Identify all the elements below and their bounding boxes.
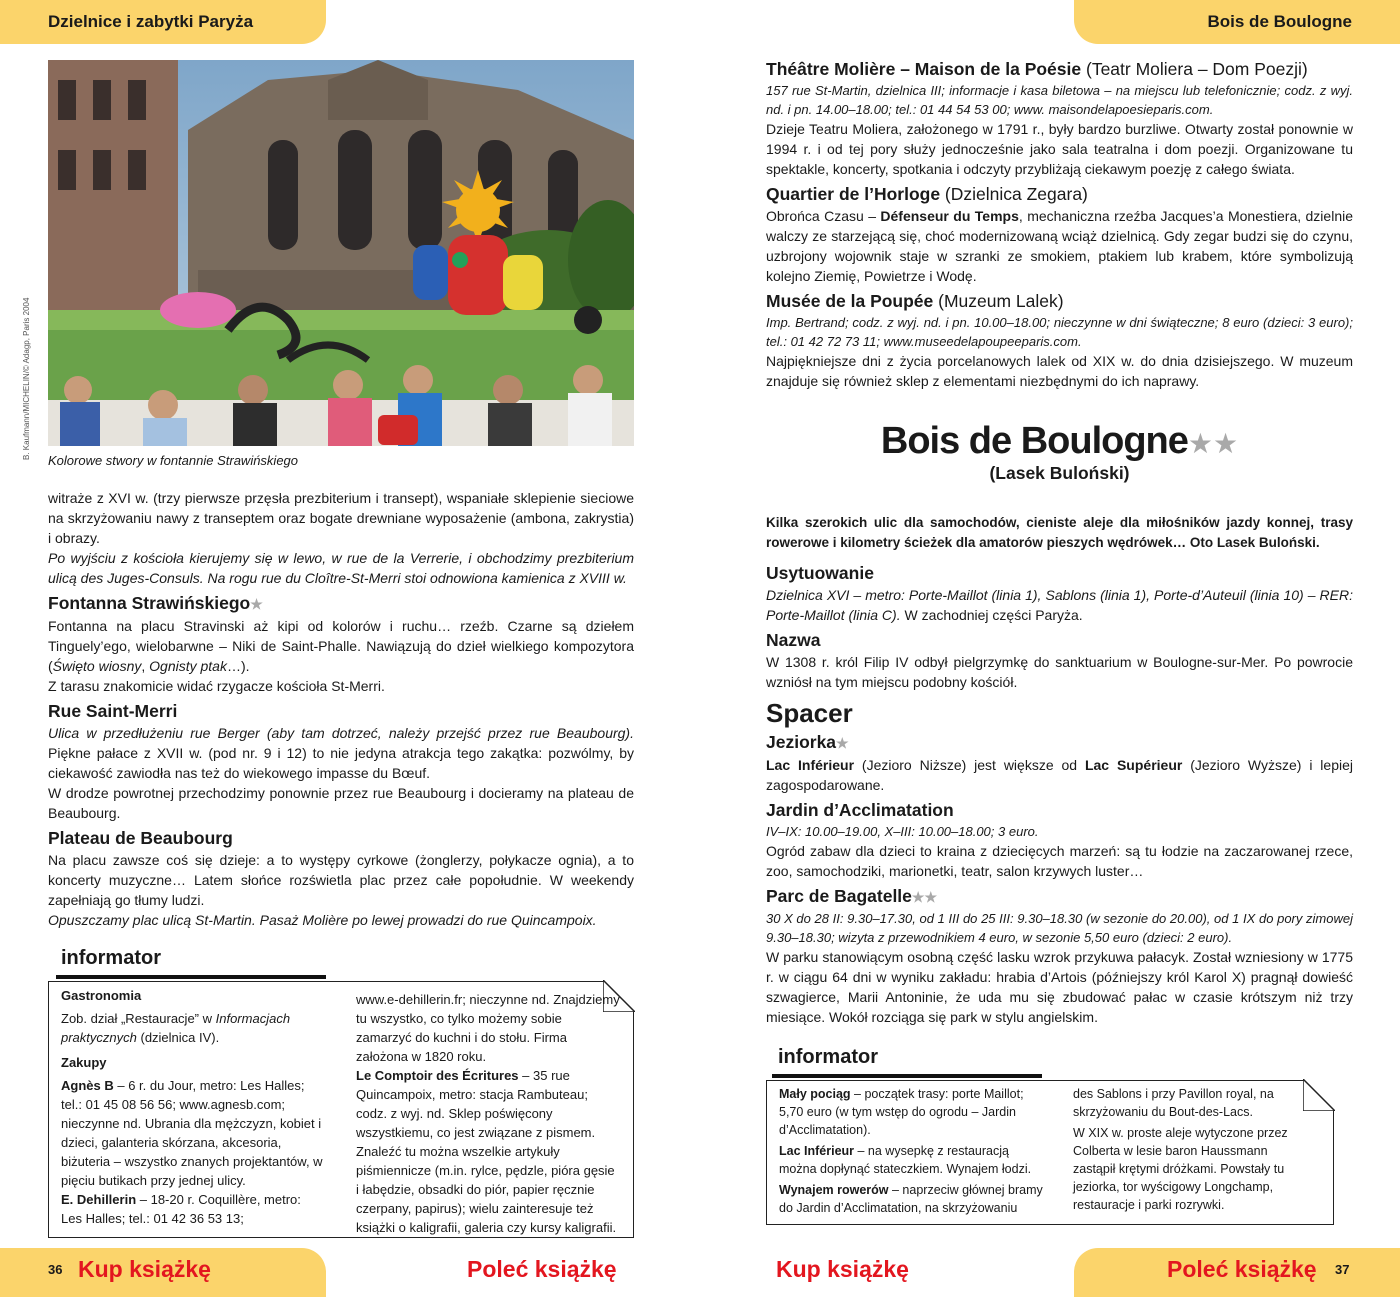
section-text: Lac Inférieur (Jezioro Niższe) jest większe od Lac Supérieur (Jezioro Wyższe) i lepiej zagospodarowane. <box>766 757 1353 793</box>
informator-rule <box>56 975 326 979</box>
stars-icon: ★★ <box>911 889 938 905</box>
section-text: W 1308 r. król Filip IV odbył pielgrzymkę do sanktuarium w Boulogne-sur-Mer. Po powrocie wzniósł na tym miejscu podobny kościół. <box>766 654 1353 690</box>
informator-rule <box>772 1074 1042 1078</box>
section-heading: Quartier de l’Horloge (Dzielnica Zegara) <box>766 184 1088 204</box>
fountain-photo <box>48 60 634 446</box>
section-text: W drodze powrotnej przechodzimy ponownie przez rue Beaubourg i docieramy na plateau de Beaubourg. <box>48 785 634 821</box>
right-page-title: Bois de Boulogne <box>1207 12 1352 31</box>
info-text: Lac Inférieur – na wysepkę z restauracją można dopłynąć stateczkiem. Wynajem łodzi. <box>779 1144 1032 1176</box>
info-text: des Sablons i przy Pavillon royal, na skrzyżowaniu du Bout-des-Lacs. <box>1073 1087 1274 1119</box>
star-icon: ★ <box>836 735 849 751</box>
informator-box <box>48 981 634 1238</box>
section-heading: Théâtre Molière – Maison de la Poésie (Teatr Moliera – Dom Poezji) <box>766 59 1308 79</box>
recommend-book-link[interactable]: Poleć książkę <box>1167 1256 1317 1282</box>
section-text: Z tarasu znakomicie widać rzygacze kościoła St-Merri. <box>48 678 385 694</box>
info-text: Le Comptoir des Écritures – 35 rue Quincampoix, metro: stacja Rambuteau; codz. z wyj. nd. Sklep poświęcony wszystkiemu, co jest związane z pismem. Znaleźć tu można wszelkie artykuły piśmiennicze (m.in. rylce, pędzle, pióra gęsie i łabędzie, obsadki do piór, papier ręcznie czerpany, papirus); wielu zainteresuje też książki o kaligrafii, galeria czy kursy kaligrafii. <box>356 1068 617 1235</box>
section-heading: Fontanna Strawińskiego★ <box>48 593 263 613</box>
info-text: W XIX w. proste aleje wytyczone przez Colberta w lesie baron Haussmann zastąpił krętymi dróżkami. Powstały tu jeziorka, tor wyścigowy Longchamp, restauracje i parki rozrywki. <box>1073 1126 1288 1212</box>
section-text: Ogród zabaw dla dzieci to kraina z dziecięcych marzeń: są tu łodzie na zaczarowanej rzece, zoo, samochodziki, marionetki, teatr, salon krzywych luster… <box>766 843 1353 879</box>
info-text: Agnès B – 6 r. du Jour, metro: Les Halles; tel.: 01 45 08 56 56; www.agnesb.com; nieczynne nd. Ubrania dla mężczyzn, kobiet i dzieci, galanteria skórzana, akcesoria, biżuteria – wszystko znanych projektantów, w pięciu butikach przy jednej ulicy. <box>61 1078 323 1188</box>
right-column-bottom <box>766 513 1353 1027</box>
photo-credit: B. Kaufmann/MICHELIN/© Adagp, Paris 2004 <box>22 297 31 460</box>
section-text: Najpiękniejsze dni z życia porcelanowych lalek od XIX w. do dnia dzisiejszego. W muzeum znajduje się również sklep z elementami niezbędnymi do ich naprawy. <box>766 353 1353 389</box>
section-text: Dzielnica XVI – metro: Porte-Maillot (linia 1), Sablons (linia 1), Porte-d’Auteuil (linia 10) – RER: Porte-Maillot (linia C). W zachodniej części Paryża. <box>766 587 1353 623</box>
left-column <box>48 488 634 930</box>
section-heading: Rue Saint-Merri <box>48 701 178 721</box>
right-column-top <box>766 57 1353 391</box>
buy-book-link[interactable]: Kup książkę <box>78 1256 211 1282</box>
recommend-book-link[interactable]: Poleć książkę <box>467 1256 617 1282</box>
header-tab-left <box>0 0 326 44</box>
informator-box <box>766 1080 1334 1225</box>
info-details: IV–IX: 10.00–19.00, X–III: 10.00–18.00; 3 euro. <box>766 824 1039 839</box>
informator-title: informator <box>61 947 161 969</box>
info-text: Wynajem rowerów – naprzeciw głównej bramy do Jardin d’Acclimatation, na skrzyżowaniu <box>779 1183 1043 1215</box>
star-icon: ★ <box>250 596 263 612</box>
lead-text: Kilka szerokich ulic dla samochodów, cieniste aleje dla miłośników jazdy konnej, trasy rowerowe i kilometry ścieżek dla amatorów pieszych wędrówek… Oto Lasek Buloński. <box>766 515 1353 550</box>
page-number-left: 36 <box>48 1262 63 1277</box>
info-heading: Zakupy <box>61 1055 107 1070</box>
section-heading: Usytuowanie <box>766 563 874 583</box>
stars-icon: ★★ <box>1187 428 1239 459</box>
buy-book-link[interactable]: Kup książkę <box>776 1256 909 1282</box>
info-text: Zob. dział „Restauracje” w Informacjach praktycznych (dzielnica IV). <box>61 1011 291 1045</box>
section-text: Na placu zawsze coś się dzieje: a to występy cyrkowe (żonglerzy, połykacze ognia), a to koncerty muzyczne… Latem słońce rozświetla plac przez całe popołudnie. W weekendy zapełniają go tłumy ludzi. <box>48 852 634 908</box>
section-heading: Musée de la Poupée (Muzeum Lalek) <box>766 291 1064 311</box>
left-page-title: Dzielnice i zabytki Paryża <box>48 12 254 31</box>
informator-title: informator <box>778 1046 878 1068</box>
route-note: Po wyjściu z kościoła kierujemy się w lewo, w rue de la Verrerie, i obchodzimy prezbiterium ulicą des Juges-Consuls. Na rogu rue du Cloître-St-Merri stoi odnowiona kamienica z XVIII w. <box>48 550 634 586</box>
section-text: W parku stanowiącym osobną część lasku wzrok przykuwa pałacyk. Został wzniesiony w 1775 r. w ciągu 64 dni w wyniku zakładu: hrabia d’Artois (późniejszy król Karol X) pragnął dowieść szwagierce, Marii Antoninie, że uda mu się zbudować pałac w czasie krótszym niż trzy miesiące. Wokół rozciąga się park w stylu angielskim. <box>766 949 1353 1025</box>
info-heading: Gastronomia <box>61 988 142 1003</box>
walk-heading: Spacer <box>766 698 853 728</box>
chapter-title <box>766 420 1353 484</box>
info-text: Mały pociąg – początek trasy: porte Maillot; 5,70 euro (w tym wstęp do ogrodu – Jardin d’Acclimatation). <box>779 1087 1024 1137</box>
info-details: 157 rue St-Martin, dzielnica III; informacje i kasa biletowa – na miejscu lub telefonicznie; codz. z wyj. nd. i pn. 14.00–18.00; tel.: 01 44 54 53 00; www. maisondelapoesieparis.com. <box>766 83 1353 117</box>
route-note: Opuszczamy plac ulicą St-Martin. Pasaż Molière po lewej prowadzi do rue Quincampoix. <box>48 912 597 928</box>
section-text: Dzieje Teatru Moliera, założonego w 1791 r., były bardzo burzliwe. Otwarty został ponownie w 1994 r. i od tej pory służy jednocześnie jako sala teatralna i dom poezji. Organizowane tu spektakle, koncerty, spotkania i odczyty przybliżają ciekawym poezję z całego świata. <box>766 121 1353 177</box>
section-text: Ulica w przedłużeniu rue Berger (aby tam dotrzeć, należy przejść przez rue Beaubourg). Piękne pałace z XVII w. (pod nr. 9 i 12) to nie jedyna atrakcja tego zakątka: pozwólmy, by ciekawość zawiodła nas też do wiekowego impasse du Bœuf. <box>48 725 634 781</box>
section-heading: Plateau de Beaubourg <box>48 828 233 848</box>
intro-text: witraże z XVI w. (trzy pierwsze przęsła prezbiterium i transept), wspaniałe sklepienie sieciowe na skrzyżowaniu nawy z transeptem oraz bogate drewniane wyposażenie (ambona, zakrystia) i obrazy. <box>48 490 634 546</box>
section-heading: Nazwa <box>766 630 821 650</box>
info-text: E. Dehillerin – 18-20 r. Coquillère, metro: Les Halles; tel.: 01 42 36 53 13; <box>61 1192 301 1226</box>
info-details: Imp. Bertrand; codz. z wyj. nd. i pn. 10.00–18.00; nieczynne w dni świąteczne; 8 euro (dzieci: 3 euro); tel.: 01 42 72 73 11; www.museedelapoupeeparis.com. <box>766 315 1353 349</box>
info-details: 30 X do 28 II: 9.30–17.30, od 1 III do 25 III: 9.30–18.30 (w sezonie do 20.00), od 1 IX do pory zimowej 9.30–18.30; wizyta z przewodnikiem 4 euro, w sezonie 5,50 euro (dzieci: 2 euro). <box>766 911 1353 945</box>
section-text: Obrońca Czasu – Défenseur du Temps, mechaniczna rzeźba Jacques’a Monestiera, dzielnie walczy ze starzejącą się, choć modernizowaną wciąż dzielnicą. Gdy zegar budzi się do czynu, uzbrojony wojownik staje w szranki ze smokiem, ptakiem lub krabem, które symbolizują kolejno Ziemię, Powietrze i Wodę. <box>766 208 1354 284</box>
page-number-right: 37 <box>1335 1262 1350 1277</box>
section-heading: Parc de Bagatelle★★ <box>766 886 938 906</box>
chapter-subtitle: (Lasek Buloński) <box>989 463 1130 483</box>
section-heading: Jeziorka★ <box>766 732 849 752</box>
section-heading: Jardin d’Acclimatation <box>766 800 954 820</box>
header-tab-right <box>1074 0 1400 44</box>
info-text: www.e-dehillerin.fr; nieczynne nd. Znajdziemy tu wszystko, co tylko możemy sobie zamarzyć do kuchni i do stołu. Firma założona w 1820 roku. <box>356 992 620 1064</box>
photo-caption: Kolorowe stwory w fontannie Strawińskiego <box>48 453 299 468</box>
section-text: Fontanna na placu Stravinski aż kipi od kolorów i ruchu… rzeźb. Czarne są dziełem Tinguely’ego, wielobarwne – Niki de Saint-Phalle. Nawiązują do dzieł wielkiego kompozytora (Święto wiosny, Ognisty ptak…). <box>48 618 634 674</box>
chapter-title-text: Bois de Boulogne <box>880 420 1188 462</box>
